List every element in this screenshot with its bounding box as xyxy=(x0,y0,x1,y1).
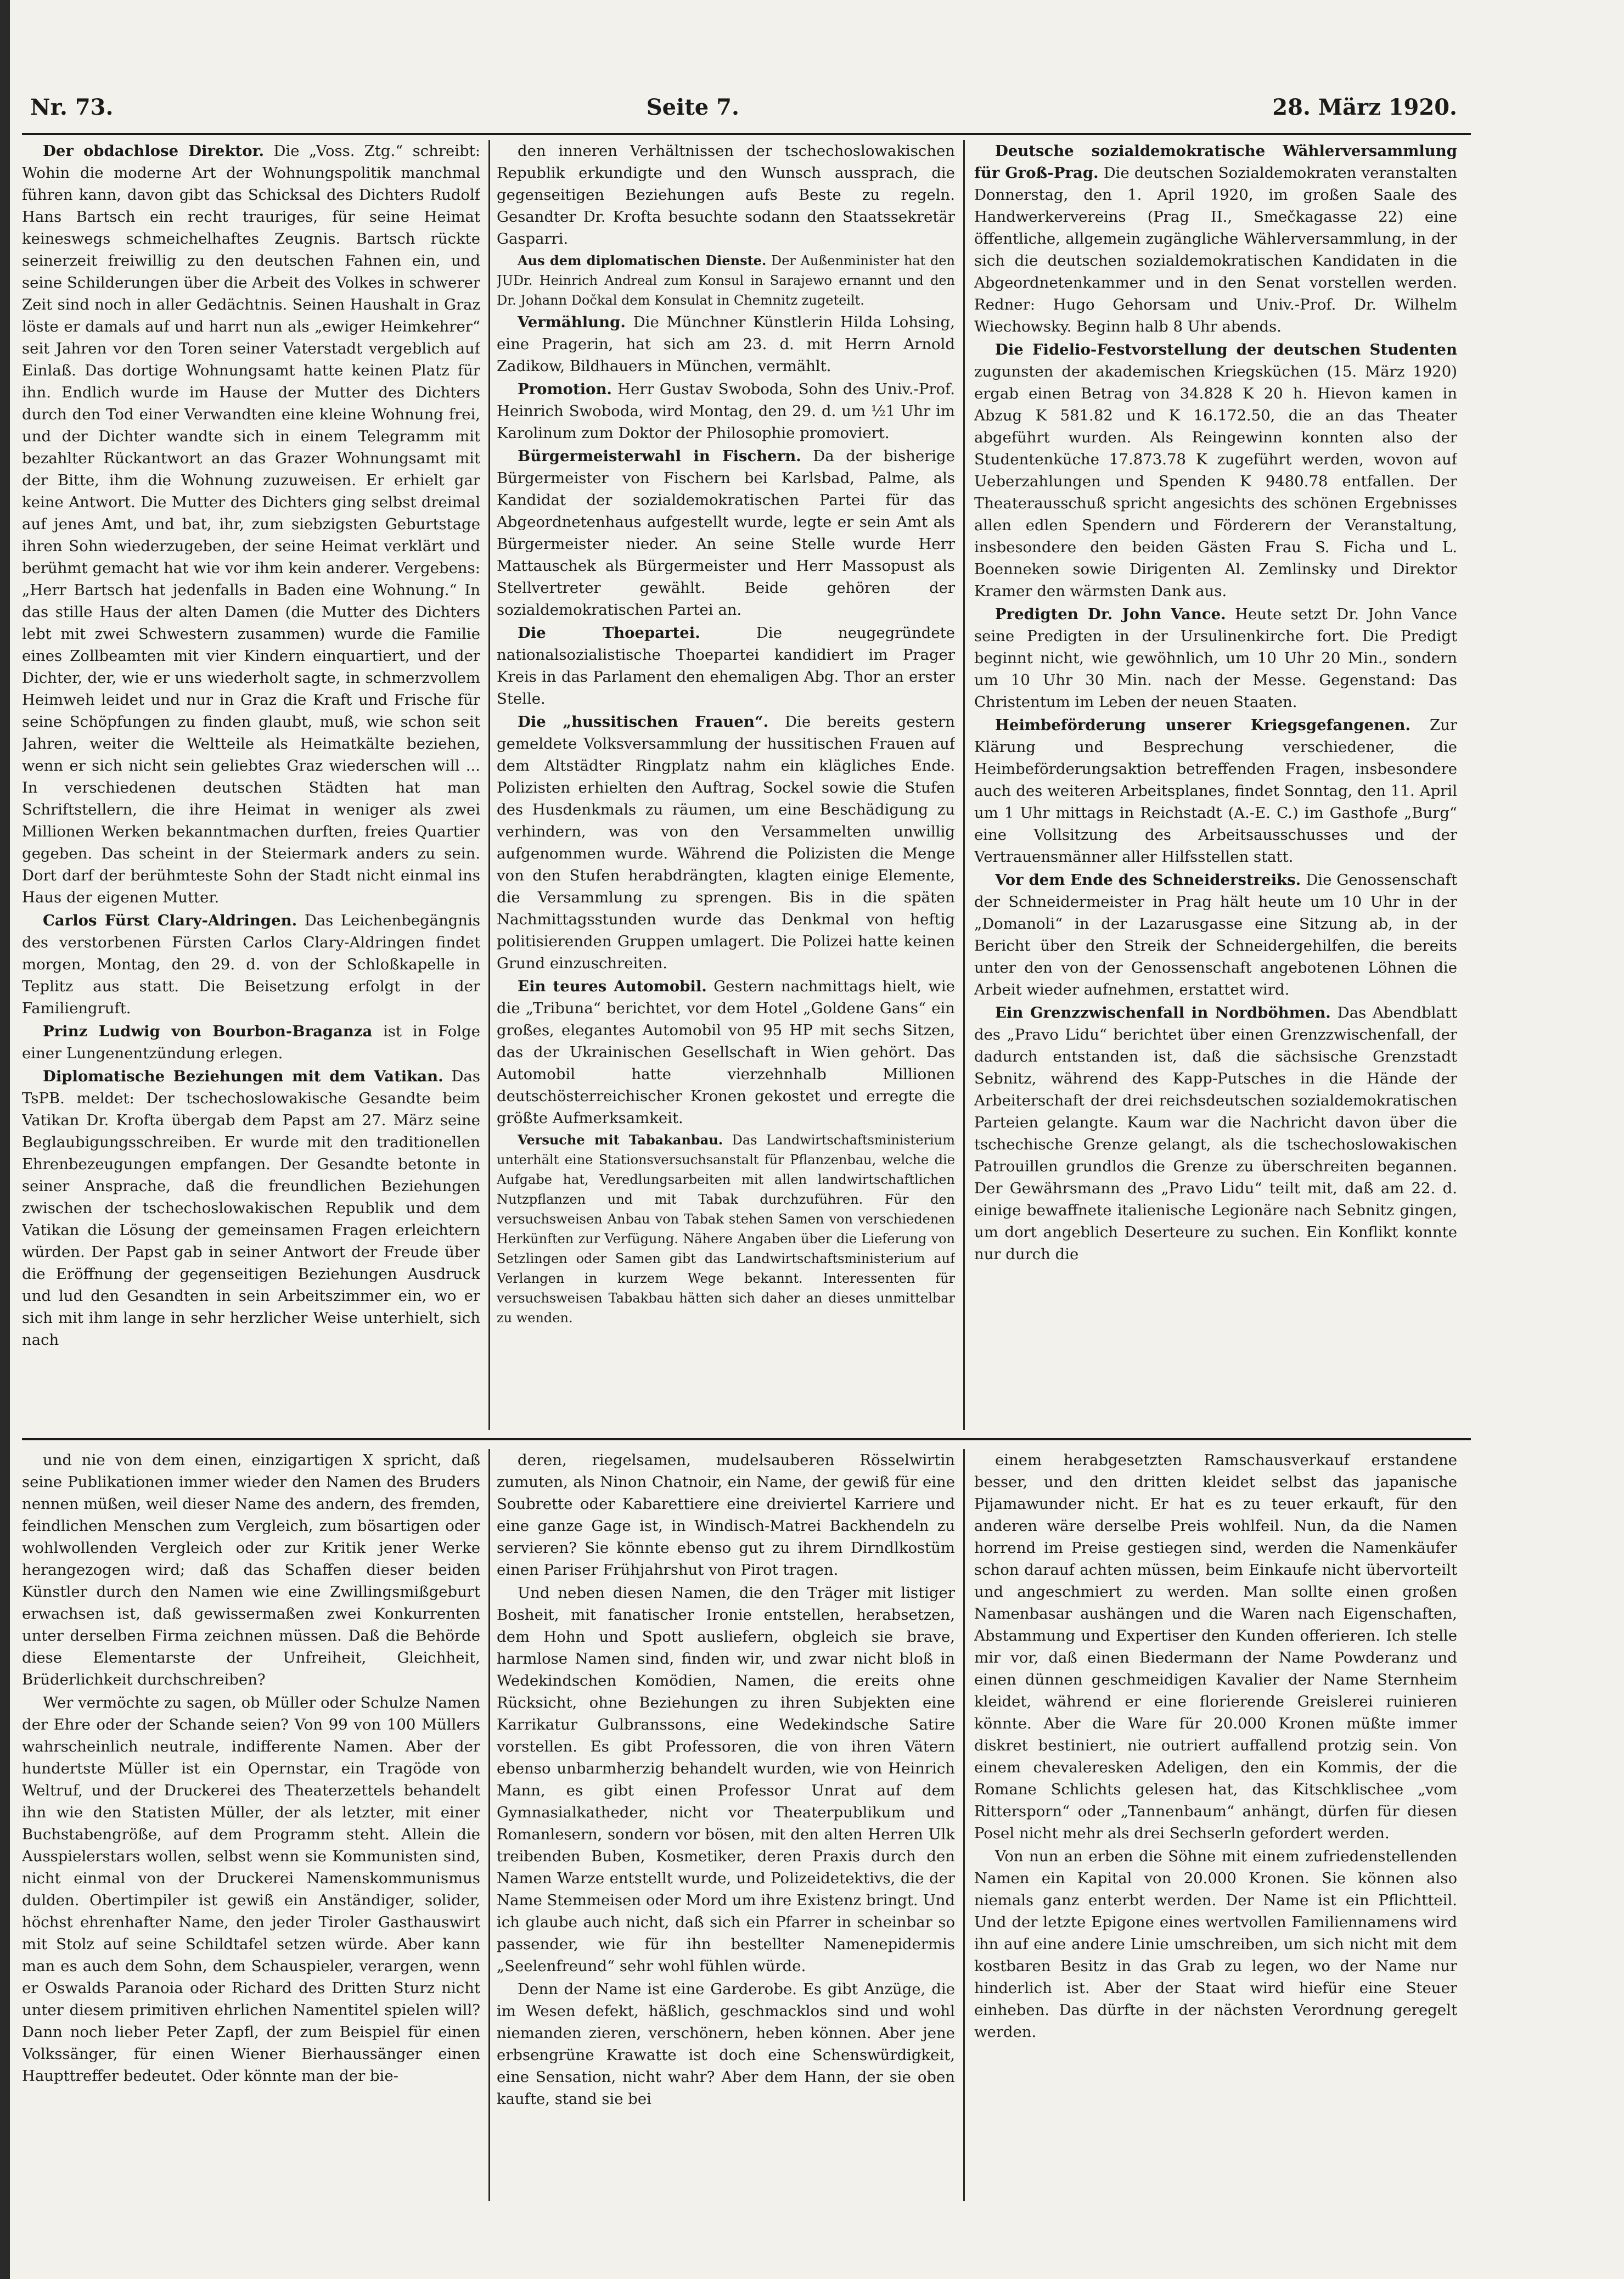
article-paragraph xyxy=(22,1065,480,1351)
article-paragraph xyxy=(22,1020,480,1064)
article-text: Denn der Name ist eine Garderobe. Es gibt Anzüge, die im Wesen defekt, häßlich, geschmacklos sind und wohl niemanden zieren, verschönern, heben können. Aber jene erbsengrüne Krawatte ist doch eine Schenswürdigkeit, eine Sensation, nicht wahr? Aber dem Hann, der sie oben kaufte, stand sie bei xyxy=(497,1980,955,2108)
article-headline: Der obdachlose Direktor. xyxy=(43,142,265,160)
column-divider xyxy=(488,140,490,1430)
article-paragraph xyxy=(974,869,1457,1001)
article-paragraph xyxy=(497,445,955,621)
article-paragraph xyxy=(497,1449,955,1581)
article-headline: Die „hussitischen Frauen“. xyxy=(518,713,769,731)
issue-date: 28. März 1920. xyxy=(1272,94,1457,120)
article-paragraph xyxy=(497,1582,955,1977)
article-text: Die „Voss. Ztg.“ schreibt: Wohin die moderne Art der Wohnungspolitik manchmal führen kann, davon gibt das Schicksal des Dichters Rudolf Hans Bartsch ein recht trauriges, für seine Heimat keineswegs schmeichelhaftes Zeugnis. Bartsch rückte seinerzeit freiwillig zu den deutschen Fahnen ein, und seine Schilderungen über die Arbeit des Volkes in schwerer Zeit sind noch in aller Gedächtnis. Seinen Haushalt in Graz löste er damals auf und harrt nun als „ewiger Heimkehrer“ seit Jahren vor den Toren seiner Vaterstadt vergeblich auf Einlaß. Das dortige Wohnungsamt hatte keinen Platz für ihn. Endlich wurde im Hause der Mutter des Dichters durch den Tod einer Verwandten eine kleine Wohnung frei, und der Dichter wandte sich in einem Telegramm mit bezahlter Rückantwort an das Grazer Wohnungsamt mit der Bitte, ihm die Wohnung zuzuweisen. Er erhielt gar keine Antwort. Die Mutter des Dichters ging selbst dreimal auf jenes Amt, und bat, ihr, zum siebzigsten Geburtstage ihren Sohn wiederzugeben, der seine Heimat verklärt und berühmt gemacht hat wie vor ihm kein anderer. Vergebens: „Herr Bartsch hat jedenfalls in Baden eine Wohnung.“ In das stille Haus der alten Damen (die Mutter des Dichters lebt mit zwei Schwestern zusammen) wurde die Familie eines Zollbeamten mit vier Kindern einquartiert, und der Dichter, der, wie er uns wiederholt sagte, in schmerzvollem Heimweh leidet und nur in Graz die Kraft und Frische für seine Schöpfungen zu finden glaubt, muß, wie schon seit Jahren, weiter die Weltteile als Heimatkälte beziehen, wenn er sich nicht sein geliebtes Graz wiederschen will ... In verschiedenen deutschen Städten hat man Schriftstellern, die ihre Heimat in weniger als zwei Millionen Werken bekanntmachen durften, freies Quartier gegeben. Das scheint in der Steiermark anders zu sein. Dort darf der berühmteste Sohn der Stadt nicht einmal ins Haus der eigenen Mutter. xyxy=(22,142,480,906)
article-headline: Predigten Dr. John Vance. xyxy=(995,605,1226,623)
article-paragraph xyxy=(22,1449,480,1691)
article-headline: Carlos Fürst Clary-Aldringen. xyxy=(43,912,297,929)
article-text: deren, riegelsamen, mudelsauberen Rösselwirtin zumuten, als Ninon Chatnoir, ein Name, der gewiß für eine Soubrette oder Kabarettiere eine dreiviertel Karriere und eine ganze Gage ist, in Windisch-Matrei Backhendeln zu servieren? Sie könnte ebenso gut zu ihrem Dirndlkostüm einen Pariser Frühjahrshut von Pirot tragen. xyxy=(497,1451,955,1579)
article-headline: Promotion. xyxy=(518,380,612,398)
article-headline: Prinz Ludwig von Bourbon-Braganza xyxy=(43,1023,373,1040)
article-headline: Ein teures Automobil. xyxy=(518,978,707,995)
page-edge xyxy=(0,0,10,2279)
article-headline: Die Fidelio-Festvorstellung der deutschen Studenten xyxy=(995,341,1457,358)
page-header xyxy=(30,88,1457,126)
upper-column-2 xyxy=(497,140,955,1430)
page-number: Seite 7. xyxy=(646,94,739,120)
article-paragraph xyxy=(497,311,955,377)
article-headline: Deutsche sozialdemokratische Wählerversammlung für Groß-Prag. xyxy=(974,142,1457,182)
article-text: Das TsPB. meldet: Der tschechoslowakische Gesandte beim Vatikan Dr. Krofta übergab dem Papst am 27. März seine Beglaubigungsschreiben. Er wurde mit den traditionellen Ehrenbezeugungen empfangen. Der Gesandte betonte in seiner Ansprache, daß die freundlichen Beziehungen zwischen der tschechoslowakischen Republik und dem Vatikan die Lösung der gemeinsamen Fragen erleichtern würden. Der Papst gab in seiner Antwort der Freude über die Eröffnung der gegenseitigen Beziehungen Ausdruck und lud den Gesandten in sein Arbeitszimmer ein, wo er sich mit ihm lange in sehr herzlicher Weise unterhielt, sich nach xyxy=(22,1068,480,1349)
lower-column-3 xyxy=(974,1449,1457,2201)
article-paragraph xyxy=(974,339,1457,602)
article-text: Das Leichenbegängnis des verstorbenen Fürsten Carlos Clary-Aldringen findet morgen, Montag, den 29. d. von der Schloßkapelle in Teplitz aus statt. Die Beisetzung erfolgt in der Familiengruft. xyxy=(22,912,480,1017)
article-text: Zur Klärung und Besprechung verschiedener, die Heimbeförderungsaktion betreffenden Fragen, insbesondere auch des weiteren Arbeitsplanes, findet Sonntag, den 11. April um 1 Uhr mittags in Reichstadt (A.-E. C.) im Gasthofe „Burg“ eine Vollsitzung des Arbeitsausschusses und der Vertrauensmänner aller Hilfsstellen statt. xyxy=(974,716,1457,866)
article-headline: Die Thoepartei. xyxy=(518,624,700,642)
article-headline: Vor dem Ende des Schneiderstreiks. xyxy=(995,871,1301,889)
article-text: Da der bisherige Bürgermeister von Fischern bei Karlsbad, Palme, als Kandidat der sozialdemokratischen Partei für das Abgeordnetenhaus aufgestellt wurde, legte er sein Amt als Bürgermeister nieder. An seine Stelle wurde Herr Mattauschek als Bürgermeister und Herr Massopust als Stellvertreter gewählt. Beide gehören der sozialdemokratischen Partei an. xyxy=(497,447,955,619)
article-text: Die deutschen Sozialdemokraten veranstalten Donnerstag, den 1. April 1920, im großen Saale des Handwerkervereins (Prag II., Smečkagasse 22) eine öffentliche, allgemein zugängliche Wählerversammlung, in der sich die deutschen sozialdemokratischen Kandidaten in die Abgeordnetenkammer und in den Senat vorstellen werden. Redner: Hugo Gehorsam und Univ.-Prof. Dr. Wilhelm Wiechowsky. Beginn halb 8 Uhr abends. xyxy=(974,164,1457,335)
column-divider xyxy=(963,140,965,1430)
article-paragraph xyxy=(497,1978,955,2110)
issue-number: Nr. 73. xyxy=(30,94,114,120)
article-paragraph xyxy=(974,1845,1457,2043)
article-headline: Vermählung. xyxy=(518,313,626,331)
article-paragraph xyxy=(22,140,480,908)
article-text: Herr Gustav Swoboda, Sohn des Univ.-Prof. Heinrich Swoboda, wird Montag, den 29. d. um ½1 Uhr im Karolinum zum Doktor der Philosophie promoviert. xyxy=(497,380,955,442)
article-text: Wer vermöchte zu sagen, ob Müller oder Schulze Namen der Ehre oder der Schande seien? Von 99 von 100 Müllers wahrscheinlich neutrale, indifferente Namen. Aber der hundertste Müller ist ein Opernstar, ein Tragöde von Weltruf, und der Druckerei des Theaterzettels behandelt ihn wie den Statisten Müller, der als letzter, mit einer Buchstabengröße, auf dem Programm steht. Allein die Ausspielerstars wollen, selbst wenn sie Kommunisten sind, nicht einmal von der Druckerei Namenskommunismus dulden. Obertimpiler ist gewiß ein Anständiger, solider, höchst ehrenhafter Name, den jeder Tiroler Gasthauswirt mit Stolz auf seine Schildtafel setzen würde. Aber kann man es auch dem Sohn, dem Schauspieler, verargen, wenn er Oswalds Paranoia oder Richard des Dritten Sturz nicht unter diesem primitiven ehrlichen Namentitel spielen will? Dann noch lieber Peter Zapfl, der zum Beispiel für einen Volkssänger, für einen Wiener Bierhaussänger einen Haupttreffer bedeutet. Oder könnte man der bie- xyxy=(22,1694,480,2085)
section-rule xyxy=(22,1438,1471,1440)
lower-column-1 xyxy=(22,1449,480,2201)
upper-column-3 xyxy=(974,140,1457,1430)
article-text: Der Außenminister hat den JUDr. Heinrich Andreal zum Konsul in Sarajewo ernannt und den Dr. Johann Dočkal dem Konsulat in Chemnitz zugeteilt. xyxy=(497,253,955,308)
article-paragraph xyxy=(974,603,1457,713)
article-paragraph xyxy=(974,1002,1457,1265)
article-text: Das Landwirtschaftsministerium unterhält eine Stationsversuchsanstalt für Pflanzenbau, welche die Aufgabe hat, Veredlungsarbeiten mit allen landwirtschaftlichen Nutzpflanzen und mit Tabak durchzuführen. Für den versuchsweisen Anbau von Tabak stehen Samen von verschiedenen Herkünften zur Verfügung. Nähere Angaben über die Lieferung von Setzlingen oder Samen gibt das Landwirtschaftsministerium auf Verlangen in kurzem Wege bekannt. Interessenten für versuchsweisen Tabakbau hätten sich daher an dieses unmittelbar zu wenden. xyxy=(497,1132,955,1326)
article-headline: Versuche mit Tabakanbau. xyxy=(518,1132,723,1148)
article-paragraph xyxy=(497,378,955,444)
article-paragraph xyxy=(974,714,1457,868)
column-divider xyxy=(488,1449,490,2201)
article-paragraph xyxy=(497,140,955,250)
article-headline: Aus dem diplomatischen Dienste. xyxy=(518,252,767,268)
article-paragraph xyxy=(497,1130,955,1328)
article-headline: Bürgermeisterwahl in Fischern. xyxy=(518,447,801,465)
upper-column-1 xyxy=(22,140,480,1430)
article-headline: Ein Grenzzwischenfall in Nordböhmen. xyxy=(995,1004,1331,1021)
article-text: zugunsten der akademischen Kriegsküchen (15. März 1920) ergab einen Betrag von 34.828 K 20 h. Hievon kamen in Abzug K 581.82 und K 16.172.50, die an das Theater abgeführt wurden. Als Reingewinn konnten also der Studentenküche 17.873.78 K zugeführt werden, wovon auf Ueberzahlungen und Spenden K 9480.78 entfallen. Der Theaterausschuß spricht angesichts des schönen Ergebnisses allen edlen Spendern und Förderern der Veranstaltung, insbesondere den beiden Gästen Frau S. Ficha und L. Boenneken sowie Dirigenten Al. Zemlinsky und Direktor Kramer den wärmsten Dank aus. xyxy=(974,363,1457,600)
header-rule xyxy=(22,133,1471,135)
article-text: Von nun an erben die Söhne mit einem zufriedenstellenden Namen ein Kapital von 20.000 Kronen. Sie können also niemals ganz enterbt werden. Der Name ist ein Pflichtteil. Und der letzte Epigone eines wertvollen Familiennamens wird ihn auf eine andere Linie umschreiben, um sich nicht mit dem kostbaren Besitz in das Grab zu legen, wo der Name nur hinderlich ist. Aber der Staat wird hiefür eine Steuer einheben. Das dürfte in der nächsten Verordnung geregelt werden. xyxy=(974,1848,1457,2041)
article-text: Die Genossenschaft der Schneidermeister in Prag hält heute um 10 Uhr in der „Domanoli“ in der Lazarusgasse eine Sitzung ab, in der Bericht über den Streik der Schneidergehilfen, die bereits unter den von der Genossenschaft angebotenen Löhnen die Arbeit wieder aufnehmen, erstattet wird. xyxy=(974,871,1457,998)
article-paragraph xyxy=(497,251,955,310)
article-text: Heute setzt Dr. John Vance seine Predigten in der Ursulinenkirche fort. Die Predigt beginnt nicht, wie gewöhnlich, um 10 Uhr 20 Min., sondern um 10 Uhr 30 Min. nach der Messe. Gegenstand: Das Christentum im Leben der neuen Staaten. xyxy=(974,605,1457,711)
article-text: Gestern nachmittags hielt, wie die „Tribuna“ berichtet, vor dem Hotel „Goldene Gans“ ein großes, elegantes Automobil von 95 HP mit sechs Sitzen, das der Ukrainischen Gesellschaft in Wien gehört. Das Automobil hatte vierzehnhalb Millionen deutschösterreichischer Kronen gekostet und erregte die größte Aufmerksamkeit. xyxy=(497,978,955,1127)
article-headline: Heimbeförderung unserer Kriegsgefangenen. xyxy=(995,716,1411,734)
article-text: den inneren Verhältnissen der tschechoslowakischen Republik erkundigte und den Wunsch aussprach, die gegenseitigen Beziehungen aufs Beste zu regeln. Gesandter Dr. Krofta besuchte sodann den Staatssekretär Gasparri. xyxy=(497,142,955,248)
article-text: Und neben diesen Namen, die den Träger mit listiger Bosheit, mit fanatischer Ironie entstellen, herabsetzen, dem Hohn und Spott ausliefern, obgleich sie brave, harmlose Namen sind, finden wir, und zwar nicht bloß in Wedekindschen Komödien, Namen, die ereits ohne Rücksicht, ohne Beziehungen zu ihren Subjekten eine Karrikatur Gulbranssons, eine Wedekindsche Satire vorstellen. Es gibt Professoren, die von ihren Vätern ebenso unbarmherzig behandelt wurden, wie von Heinrich Mann, es gibt einen Professor Unrat auf dem Gymnasialkatheder, nicht vor Theaterpublikum und Romanlesern, sondern vor bösen, mit den alten Herren Ulk treibenden Buben, Kosmetiker, deren Praxis durch den Namen Warze entstellt wurde, und Polizeidetektivs, die der Name Stemmeisen oder Mord um ihre Existenz bringt. Und ich glaube auch nicht, daß sich ein Pfarrer in scheinbar so passender, wie für ihn bestellter Namenepidermis „Seelenfreund“ sehr wohl fühlen würde. xyxy=(497,1584,955,1975)
column-divider xyxy=(963,1449,965,2201)
article-paragraph xyxy=(974,140,1457,338)
article-headline: Diplomatische Beziehungen mit dem Vatikan. xyxy=(43,1068,443,1085)
article-paragraph xyxy=(22,910,480,1019)
article-text: Die neugegründete nationalsozialistische Thoepartei kandidiert im Prager Kreis in das Parlament den ehemaligen Abg. Thor an erster Stelle. xyxy=(497,624,955,708)
article-paragraph xyxy=(497,975,955,1129)
lower-column-2 xyxy=(497,1449,955,2201)
article-text: und nie von dem einen, einzigartigen X spricht, daß seine Publikationen immer wieder den Namen des Bruders nennen müßen, weil dieser Name des andern, des fremden, feindlichen Menschen zum Vergleich, zum bösartigen oder wohlwollenden Vergleich oder zur Kritik jener Werke herangezogen wird; daß das Schaffen dieser beiden Künstler durch den Namen wie eine Zwillingsmißgeburt erwachsen ist, daß gewissermaßen zwei Konkurrenten unter derselben Firma zeichnen müssen. Daß die Behörde diese Elementarste der Unfreiheit, Gleichheit, Brüderlichkeit durchschreiben? xyxy=(22,1451,480,1688)
article-text: ist in Folge einer Lungenentzündung erlegen. xyxy=(22,1023,480,1062)
article-paragraph xyxy=(497,711,955,974)
article-paragraph xyxy=(22,1692,480,2087)
article-paragraph xyxy=(497,622,955,710)
article-paragraph xyxy=(974,1449,1457,1844)
article-text: Die Münchner Künstlerin Hilda Lohsing, eine Pragerin, hat sich am 23. d. mit Herrn Arnold Zadikow, Bildhauers in München, vermählt. xyxy=(497,313,955,375)
article-text: Die bereits gestern gemeldete Volksversammlung der hussitischen Frauen auf dem Altstädter Ringplatz nahm ein klägliches Ende. Polizisten erhielten den Auftrag, Sockel sowie die Stufen des Husdenkmals zu räumen, um eine Beschädigung zu verhindern, was von den Versammelten unwillig aufgenommen wurde. Während die Polizisten die Menge von den Stufen herabdrängten, klagten einige Elemente, die Versammlung zu sprengen. Bis in die späten Nachmittagsstunden wurde das Denkmal von heftig politisierenden Gruppen umlagert. Die Polizei hatte keinen Grund einzuschreiten. xyxy=(497,713,955,972)
article-text: Das Abendblatt des „Pravo Lidu“ berichtet über einen Grenzzwischenfall, der dadurch entstanden ist, daß die sächsische Grenzstadt Sebnitz, während des Kapp-Putsches in die Hände der Arbeiterschaft der drei reichsdeutschen sozialdemokratischen Parteien gelangte. Kaum war die Nachricht davon über die tschechische Grenze gelangt, als die tschechoslowakischen Patrouillen grundlos die Grenze zu überschreiten begannen. Der Gewährsmann des „Pravo Lidu“ teilt mit, daß am 22. d. einige bewaffnete italienische Legionäre nach Sebnitz gingen, um dort angeblich Deserteure zu suchen. Ein Konflikt konnte nur durch die xyxy=(974,1004,1457,1263)
article-text: einem herabgesetzten Ramschausverkauf erstandene besser, und den dritten kleidet selbst das japanische Pijamawunder nicht. Er hat es zu teuer erkauft, für den anderen wäre derselbe Preis wohlfeil. Nun, da die Namen horrend im Preise gestiegen sind, werden die Namenkäufer schon darauf achten müssen, beim Einkaufe nicht übervorteilt und angeschmiert zu werden. Man sollte einen großen Namenbasar aushängen und die Waren nach Eigenschaften, Abstammung und Expertiser den Kunden offerieren. Ich stelle mir vor, daß einen Biedermann der Name Powderanz und einen dünnen geschmeidigen Kavalier der Name Sternheim kleidet, während er eine florierende Greislerei ruinieren könnte. Aber die Ware für 20.000 Kronen müßte immer diskret bestiniert, nie outriert auffallend protzig sein. Von einem chevaleresken Adeligen, den ein Kommis, der die Romane Schlichts gelesen hat, das Kitschklischee „vom Rittersporn“ oder „Tannenbaum“ anhängt, dürfen für diesen Posel nicht mehr als drei Sechserln gefordert werden. xyxy=(974,1451,1457,1842)
